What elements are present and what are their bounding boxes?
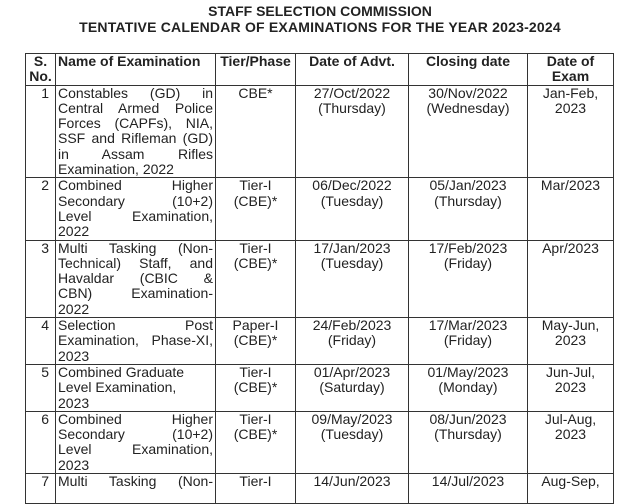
advt-line: 27/Oct/2022 <box>313 84 391 101</box>
exam-cell <box>528 411 614 473</box>
closing-cell <box>409 411 528 473</box>
closing-line: (Thursday) <box>434 192 502 209</box>
exam-name <box>56 364 216 411</box>
advt-line: 09/May/2023 <box>311 410 393 427</box>
closing-line: (Friday) <box>443 332 493 349</box>
closing-line: 30/Nov/2022 <box>428 84 508 101</box>
serial-number: 5 <box>26 364 56 411</box>
exam-name <box>56 240 216 317</box>
closing-cell <box>409 474 528 504</box>
advt-cell <box>296 364 409 411</box>
serial-number: 4 <box>26 318 56 365</box>
closing-line: (Friday) <box>443 254 493 271</box>
tier-line: CBE* <box>238 84 273 101</box>
table-row <box>26 178 614 240</box>
exam-name <box>56 318 216 365</box>
exam-name-line: 2023 <box>58 347 90 364</box>
closing-line: (Wednesday) <box>426 99 510 116</box>
advt-line: 01/Apr/2023 <box>313 363 391 380</box>
advt-line: (Tuesday) <box>320 426 384 443</box>
exam-name-line: Havaldar (CBIC & <box>58 270 213 287</box>
exam-name <box>56 178 216 240</box>
exam-cell <box>528 240 614 317</box>
tier-line: (CBE)* <box>233 254 278 271</box>
advt-line: (Tuesday) <box>320 192 384 209</box>
exam-line: Jun-Jul, <box>545 363 596 380</box>
tier-line: (CBE)* <box>233 192 278 209</box>
document-subtitle: TENTATIVE CALENDAR OF EXAMINATIONS FOR THE YEAR 2023-2024 <box>79 19 561 35</box>
tier-cell <box>216 474 296 504</box>
exam-name-line: SSF and Rifleman (GD) <box>58 130 213 147</box>
exam-line: 2023 <box>554 99 587 116</box>
tier-line: Tier-I <box>239 177 272 194</box>
exam-name-line: Combined Graduate <box>58 363 185 380</box>
table-row <box>26 474 614 504</box>
advt-cell <box>296 178 409 240</box>
exam-name-line: CBN) Examination- <box>58 285 213 302</box>
exam-calendar-table <box>25 53 614 504</box>
advt-line: (Saturday) <box>319 379 385 396</box>
exam-name-line: Selection Post <box>58 317 213 334</box>
exam-line: Jul-Aug, <box>544 410 597 427</box>
tier-line: Paper-I <box>232 317 279 334</box>
tier-line: Tier-I <box>239 239 272 256</box>
closing-line: (Thursday) <box>434 426 502 443</box>
tier-line: (CBE)* <box>233 379 278 396</box>
exam-line: Apr/2023 <box>542 239 599 256</box>
advt-line: (Tuesday) <box>320 254 384 271</box>
serial-number: 3 <box>26 240 56 317</box>
exam-name-line: 2022 <box>58 223 90 240</box>
exam-cell <box>528 364 614 411</box>
exam-line: Mar/2023 <box>540 177 601 194</box>
col-advt: Date of Advt. <box>296 54 409 86</box>
exam-name-line: Level Examination, <box>58 441 213 458</box>
col-tier: Tier/Phase <box>216 54 296 86</box>
closing-line: 08/Jun/2023 <box>429 410 507 427</box>
exam-line: 2023 <box>554 379 587 396</box>
tier-cell <box>216 85 296 178</box>
closing-cell <box>409 85 528 178</box>
exam-name-line: Multi Tasking (Non- <box>58 239 213 256</box>
exam-cell <box>528 85 614 178</box>
table-row <box>26 411 614 473</box>
advt-cell <box>296 318 409 365</box>
exam-cell <box>528 318 614 365</box>
serial-number: 1 <box>26 85 56 178</box>
col-exam: Date of Exam <box>528 54 614 86</box>
exam-name-line: Central Armed Police <box>58 99 213 116</box>
exam-name-line: Secondary (10+2) <box>58 192 213 209</box>
exam-name-line: 2023 <box>58 394 90 411</box>
advt-line: 24/Feb/2023 <box>312 317 392 334</box>
closing-line: 14/Jul/2023 <box>431 473 505 490</box>
serial-number: 6 <box>26 411 56 473</box>
tier-cell <box>216 411 296 473</box>
closing-cell <box>409 364 528 411</box>
closing-line: 17/Mar/2023 <box>428 317 508 334</box>
exam-line: Aug-Sep, <box>541 473 600 490</box>
serial-number: 2 <box>26 178 56 240</box>
advt-cell <box>296 474 409 504</box>
table-row <box>26 240 614 317</box>
closing-line: (Monday) <box>438 379 498 396</box>
tier-cell <box>216 364 296 411</box>
advt-cell <box>296 85 409 178</box>
exam-line: Jan-Feb, <box>542 84 599 101</box>
table-row <box>26 318 614 365</box>
table-row <box>26 364 614 411</box>
exam-line: 2023 <box>554 332 587 349</box>
advt-line: 06/Dec/2022 <box>312 177 392 194</box>
tier-cell <box>216 178 296 240</box>
col-name: Name of Examination <box>56 54 216 86</box>
tier-line: Tier-I <box>239 363 272 380</box>
exam-name-line: Examination, Phase-XI, <box>58 332 213 349</box>
exam-name-line: Combined Higher <box>58 410 213 427</box>
exam-name-line: Multi Tasking (Non- <box>58 473 213 490</box>
closing-cell <box>409 318 528 365</box>
exam-name-line: Combined Higher <box>58 177 213 194</box>
document-title: STAFF SELECTION COMMISSION <box>208 3 432 19</box>
exam-name-line: Examination, 2022 <box>58 161 174 178</box>
serial-number: 7 <box>26 474 56 504</box>
tier-line: (CBE)* <box>233 426 278 443</box>
advt-cell <box>296 240 409 317</box>
table-header-row <box>26 54 614 86</box>
advt-line: (Thursday) <box>318 99 386 116</box>
closing-cell <box>409 178 528 240</box>
closing-cell <box>409 240 528 317</box>
exam-line: May-Jun, <box>541 317 600 334</box>
exam-name-line: Constables (GD) in <box>58 84 213 101</box>
tier-line: Tier-I <box>239 410 272 427</box>
advt-line: (Friday) <box>327 332 377 349</box>
col-closing: Closing date <box>409 54 528 86</box>
tier-cell <box>216 240 296 317</box>
tier-cell <box>216 318 296 365</box>
exam-name-line: Level Examination, <box>58 207 213 224</box>
exam-cell <box>528 474 614 504</box>
exam-name-line: 2022 <box>58 300 90 317</box>
closing-line: 01/May/2023 <box>427 363 509 380</box>
exam-name-line: Secondary (10+2) <box>58 426 213 443</box>
exam-name-line: Forces (CAPFs), NIA, <box>58 115 213 132</box>
exam-cell <box>528 178 614 240</box>
exam-line: 2023 <box>554 426 587 443</box>
exam-name <box>56 85 216 178</box>
advt-cell <box>296 411 409 473</box>
advt-line: 14/Jun/2023 <box>313 473 391 490</box>
advt-line: 17/Jan/2023 <box>313 239 391 256</box>
exam-name-line: in Assam Rifles <box>58 145 213 162</box>
col-sno: S. No. <box>26 54 56 86</box>
exam-name-line: Technical) Staff, and <box>58 254 213 271</box>
tier-line: (CBE)* <box>233 332 278 349</box>
closing-line: 17/Feb/2023 <box>428 239 508 256</box>
table-row <box>26 85 614 178</box>
closing-line: 05/Jan/2023 <box>429 177 507 194</box>
exam-name-line: 2023 <box>58 456 90 473</box>
exam-name <box>56 474 216 504</box>
exam-name <box>56 411 216 473</box>
tier-line: Tier-I <box>239 473 272 490</box>
exam-name-line: Level Examination, <box>58 379 177 396</box>
